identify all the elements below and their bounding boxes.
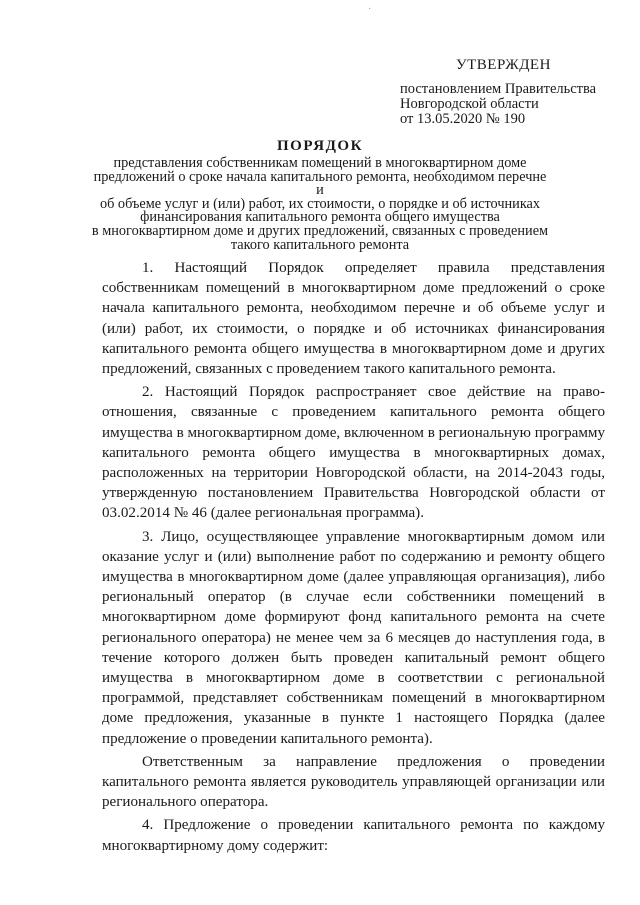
paragraph-4: 4. Предложение о проведении капитального ремонта по каждому многоквартирному дому содержит:: [102, 817, 605, 854]
paragraph-2: 2. Настоящий Порядок распространяет свое действие на право-отношения, связанные с проведением капитального ремонта общего имущества в многоквартирном доме, включенном в региональную программу капитального ремонта общего имущества в многоквартирных домах, расположенных на территории Новгородской области, на 2014-2043 годы, утвержденную постановлением Правительства Новгородской области от 03.02.2014 № 46 (далее региональная программа).: [102, 384, 605, 522]
subtitle-line: финансирования капитального ремонта общего имущества: [140, 209, 500, 226]
subtitle-line: об объеме услуг и (или) работ, их стоимости, о порядке и об источниках: [99, 195, 541, 212]
approval-line: постановлением Правительства: [400, 81, 597, 97]
paragraph-3: 3. Лицо, осуществляющее управление многоквартирным домом или оказание услуг и (или) выполнение работ по содержанию и ремонту общего имущества в многоквартирном доме (далее управляющая организация), либо региональный оператор (в случае если собственники помещений в многоквартирном доме формируют фонд капитального ремонта на счете регионального оператора) не менее чем за 6 месяцев до наступления года, в течение которого должен быть проведен капитальный ремонт общего имущества в многоквартирном доме в соответствии с региональной программой, представляет собственникам помещений в многоквартирном доме предложения, указанные в пункте 1 настоящего Порядка (далее предложение о проведении капитального ремонта).: [102, 528, 605, 747]
approval-line: от 13.05.2020 № 190: [400, 111, 526, 127]
scan-mark: ·: [368, 4, 372, 15]
document-title: ПОРЯДОК: [277, 138, 363, 154]
subtitle-line: такого капитального ремонта: [230, 236, 410, 253]
approval-block: [400, 58, 632, 127]
approval-heading: УТВЕРЖДЕН: [456, 57, 551, 73]
approval-line: Новгородской области: [400, 96, 539, 112]
document-body: [102, 258, 605, 859]
document-subtitle: [90, 157, 550, 252]
paragraph-1: 1. Настоящий Порядок определяет правила представления собственникам помещений в многоквартирном доме предложений о сроке начала капитального ремонта, необходимом перечне и об объеме услуг и (или) работ, их стоимости, о порядке и об источниках финансирования капитального ремонта общего имущества в многоквартирном доме и других предложений, связанных с проведением такого капитального ремонта.: [102, 260, 605, 378]
subtitle-line: в многоквартирном доме и других предложений, связанных с проведением: [91, 222, 549, 239]
paragraph-3-responsible: Ответственным за направление предложения о проведении капитального ремонта является руководитель управляющей организации или регионального оператора.: [102, 753, 605, 811]
subtitle-line: предложений о сроке начала капитального ремонта, необходимом перечне и: [93, 168, 547, 199]
subtitle-line: представления собственникам помещений в многоквартирном доме: [113, 155, 527, 171]
